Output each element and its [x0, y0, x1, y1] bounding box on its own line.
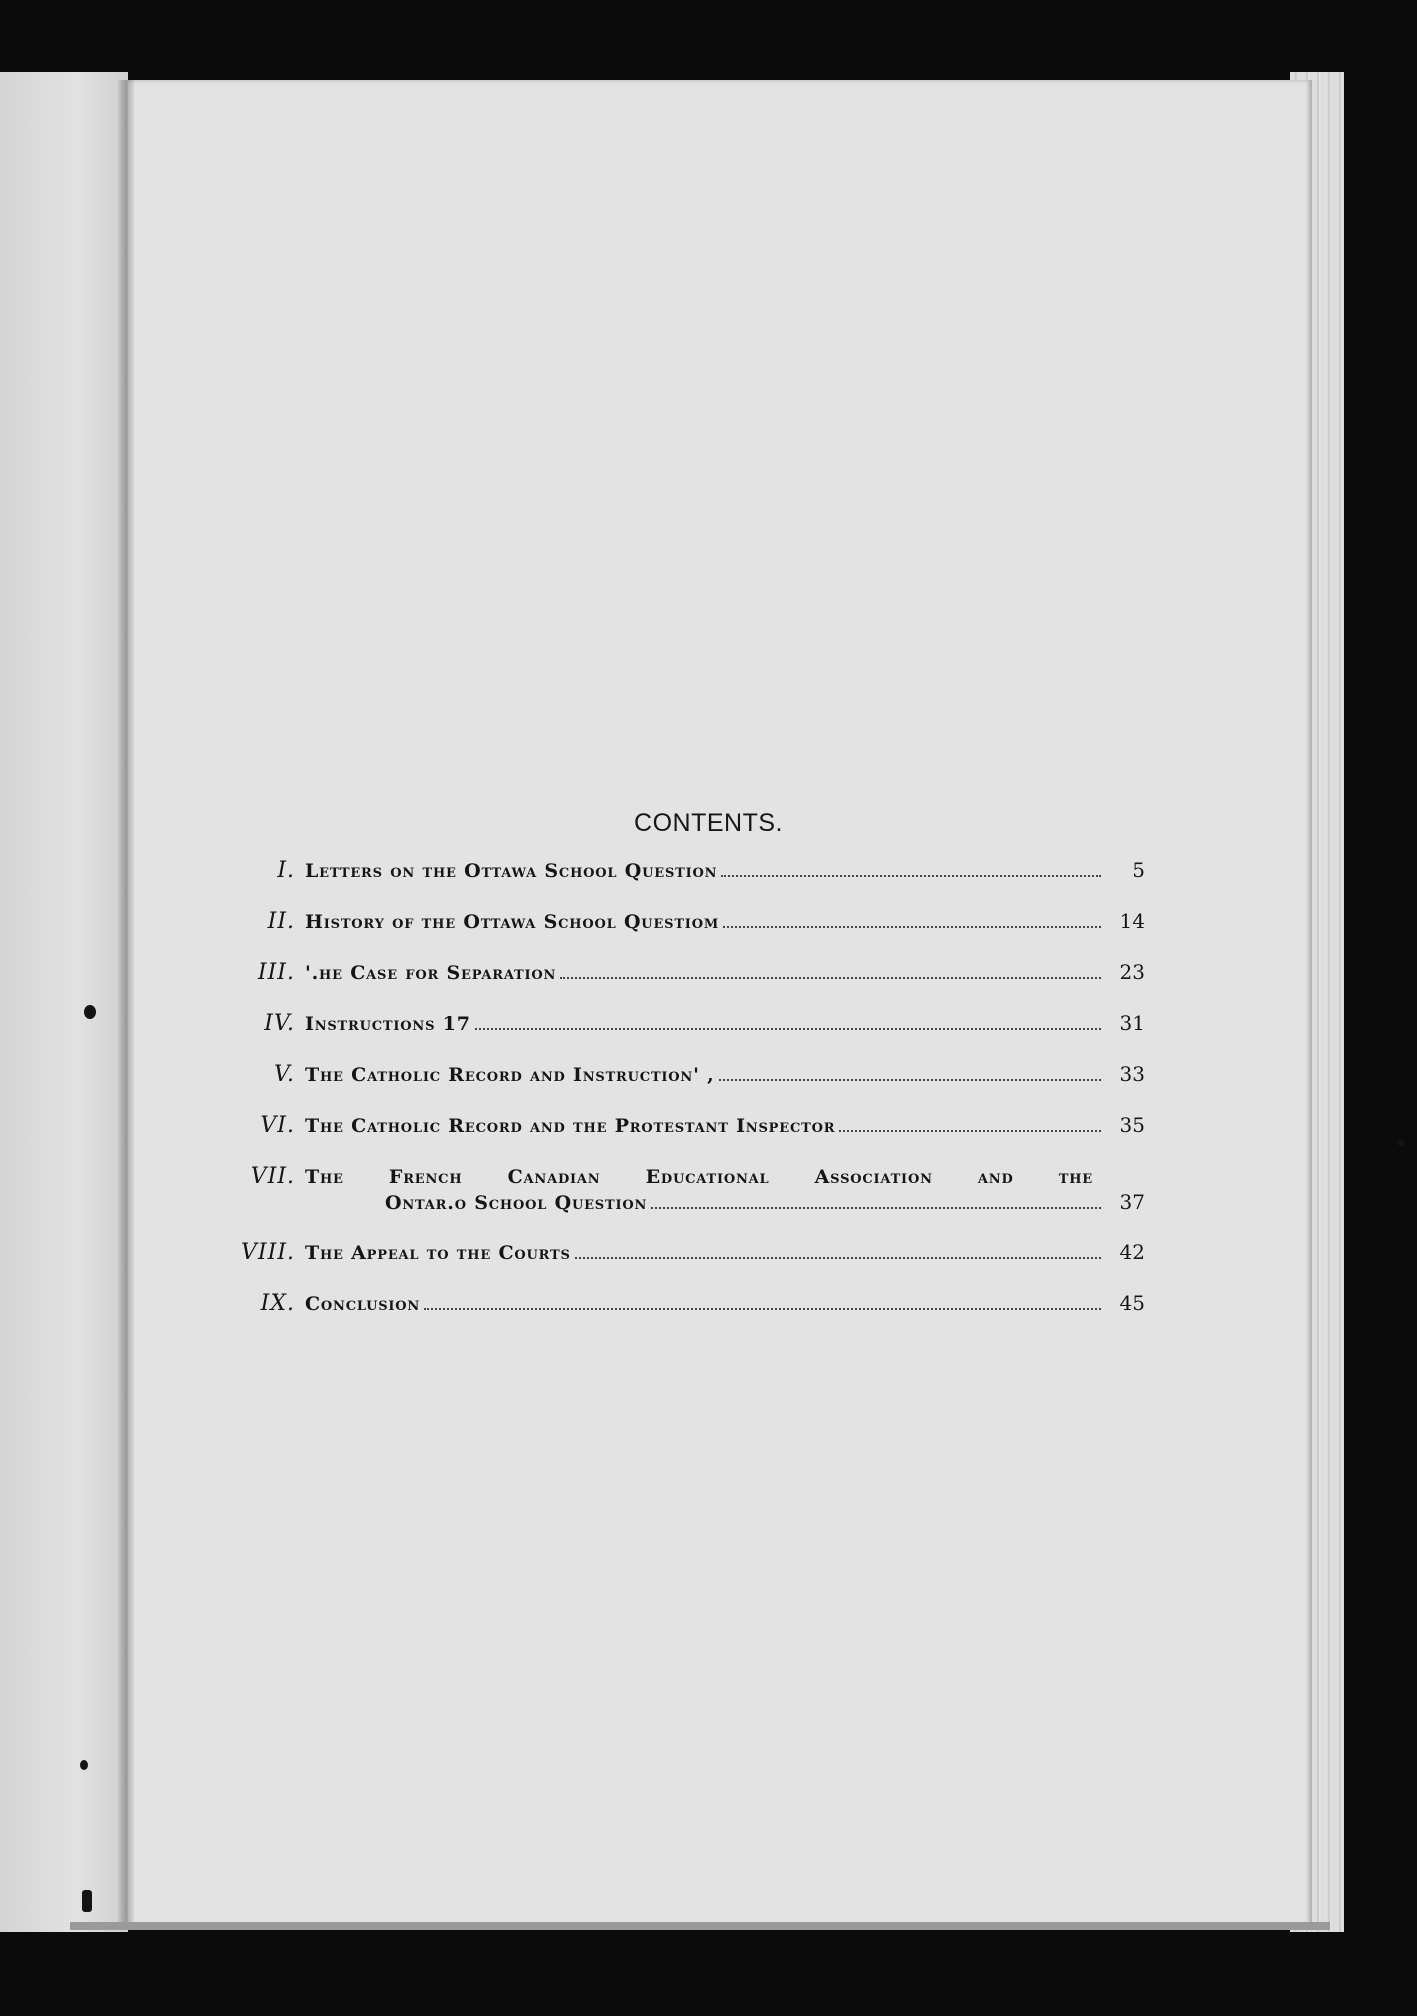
- dot-leader: [839, 1130, 1101, 1132]
- ink-speck: [80, 1760, 88, 1770]
- dot-leader: [560, 977, 1101, 979]
- chapter-title-line-2: Ontar.o School Question: [385, 1192, 648, 1214]
- toc-entry: [215, 1240, 1145, 1291]
- chapter-numeral: V.: [273, 1062, 295, 1087]
- ink-speck: [1397, 1140, 1405, 1146]
- chapter-title: History of the Ottawa School Questiom: [305, 911, 720, 933]
- page-number: 35: [1119, 1113, 1145, 1137]
- chapter-numeral: VIII.: [241, 1240, 295, 1265]
- bottom-page-edge: [70, 1922, 1330, 1930]
- page-number: 14: [1119, 909, 1145, 933]
- page-number: 33: [1119, 1062, 1145, 1086]
- toc-entry: [215, 1291, 1145, 1342]
- chapter-title: '.he Case for Separation: [305, 962, 557, 984]
- dot-leader: [719, 1079, 1101, 1081]
- page-title: CONTENTS.: [634, 809, 783, 837]
- spine-shadow: [118, 80, 134, 1928]
- toc-entry: [215, 1062, 1145, 1113]
- toc-entry: [215, 1113, 1145, 1164]
- page-number: 45: [1119, 1291, 1145, 1315]
- chapter-numeral: I.: [277, 858, 295, 883]
- page-number: 31: [1119, 1011, 1145, 1035]
- chapter-numeral: III.: [257, 960, 295, 985]
- toc-entry: [215, 1164, 1145, 1240]
- dot-leader: [721, 875, 1101, 877]
- chapter-title: The Appeal to the Courts: [305, 1242, 571, 1264]
- chapter-title: Letters on the Ottawa School Question: [305, 860, 718, 882]
- chapter-title: The Catholic Record and the Protestant Inspector: [305, 1115, 836, 1137]
- dot-leader: [651, 1207, 1101, 1209]
- chapter-numeral: IV.: [264, 1011, 295, 1036]
- chapter-numeral: VII.: [250, 1164, 295, 1189]
- page-number: 42: [1119, 1240, 1145, 1264]
- dot-leader: [575, 1257, 1101, 1259]
- chapter-title: Instructions 17: [305, 1013, 471, 1035]
- ink-speck: [84, 1005, 96, 1019]
- chapter-title: The Catholic Record and Instruction' ,: [305, 1064, 715, 1086]
- chapter-title-line-1: The French Canadian Educational Association and the: [305, 1166, 1093, 1188]
- dot-leader: [723, 926, 1101, 928]
- chapter-numeral: II.: [267, 909, 295, 934]
- dot-leader: [475, 1028, 1101, 1030]
- page-number: 37: [1119, 1190, 1145, 1214]
- toc-entry: [215, 909, 1145, 960]
- toc-entry: [215, 960, 1145, 1011]
- page-number: 23: [1119, 960, 1145, 984]
- chapter-numeral: VI.: [260, 1113, 295, 1138]
- chapter-numeral: IX.: [260, 1291, 295, 1316]
- toc-entry: [215, 858, 1145, 909]
- chapter-title: Conclusion: [305, 1293, 421, 1315]
- toc-entry: [215, 1011, 1145, 1062]
- page-number: 5: [1132, 858, 1145, 882]
- ink-speck: [82, 1890, 92, 1912]
- dot-leader: [424, 1308, 1101, 1310]
- table-of-contents: [215, 858, 1145, 1342]
- left-facing-page: [0, 72, 128, 1932]
